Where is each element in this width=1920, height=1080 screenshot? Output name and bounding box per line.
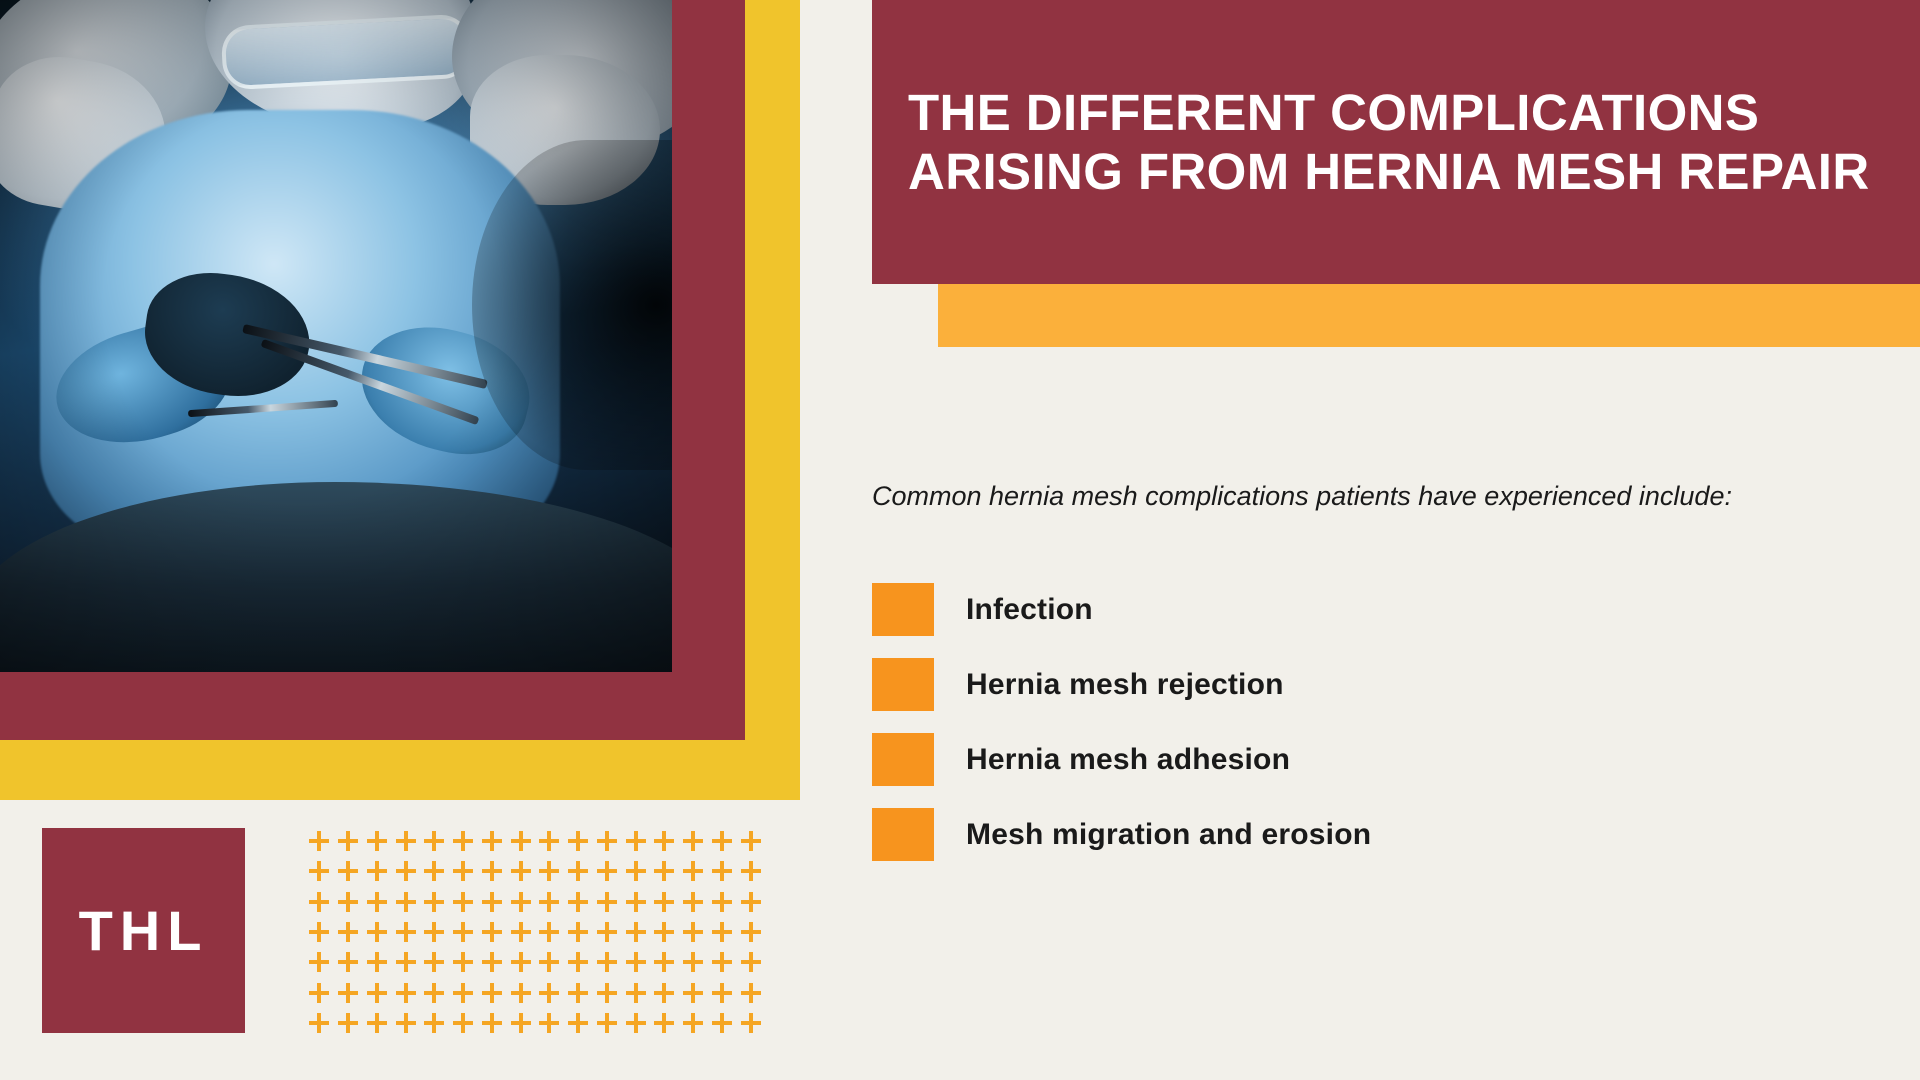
plus-icon (309, 952, 329, 972)
plus-icon (424, 952, 444, 972)
list-item (872, 572, 1752, 647)
plus-icon (511, 952, 531, 972)
plus-icon (396, 983, 416, 1003)
plus-icon (539, 952, 559, 972)
plus-icon (626, 922, 646, 942)
plus-icon (568, 892, 588, 912)
plus-icon (309, 861, 329, 881)
plus-icon (597, 922, 617, 942)
plus-icon (338, 831, 358, 851)
plus-icon (568, 922, 588, 942)
plus-icon (654, 892, 674, 912)
plus-icon (482, 831, 502, 851)
plus-icon (511, 1013, 531, 1033)
plus-icon (453, 922, 473, 942)
plus-icon (424, 861, 444, 881)
list-item-label: Hernia mesh adhesion (966, 742, 1291, 776)
plus-icon (338, 861, 358, 881)
plus-icon (654, 952, 674, 972)
plus-icon (511, 861, 531, 881)
plus-icon (367, 831, 387, 851)
plus-icon (683, 922, 703, 942)
plus-icon (396, 861, 416, 881)
plus-icon (626, 892, 646, 912)
plus-icon (712, 892, 732, 912)
plus-icon (683, 831, 703, 851)
plus-icon (367, 892, 387, 912)
plus-icon (424, 831, 444, 851)
list-item (872, 722, 1752, 797)
plus-icon (654, 983, 674, 1003)
plus-icon (309, 892, 329, 912)
plus-icon (396, 892, 416, 912)
plus-icon (338, 1013, 358, 1033)
plus-icon (626, 861, 646, 881)
plus-icon (712, 922, 732, 942)
plus-icon (683, 861, 703, 881)
plus-icon (338, 952, 358, 972)
surgery-photo-image (0, 0, 672, 672)
plus-icon (511, 922, 531, 942)
plus-icon (741, 1013, 761, 1033)
plus-icon (654, 861, 674, 881)
plus-icon (712, 831, 732, 851)
plus-icon (683, 1013, 703, 1033)
plus-icon (539, 983, 559, 1003)
plus-icon (367, 1013, 387, 1033)
plus-icon (568, 952, 588, 972)
list-item (872, 797, 1752, 872)
plus-icon (539, 922, 559, 942)
plus-icon (453, 861, 473, 881)
plus-icon (367, 861, 387, 881)
plus-icon (597, 983, 617, 1003)
plus-icon (482, 952, 502, 972)
plus-icon (626, 952, 646, 972)
plus-icon (511, 831, 531, 851)
plus-icon (741, 831, 761, 851)
list-item-label: Infection (966, 592, 1093, 626)
plus-icon (482, 922, 502, 942)
plus-icon (453, 983, 473, 1003)
plus-icon (626, 983, 646, 1003)
intro-text: Common hernia mesh complications patients have experienced include: (872, 481, 1732, 511)
plus-icon (424, 1013, 444, 1033)
plus-icon (309, 922, 329, 942)
plus-icon (597, 861, 617, 881)
left-graphic-block (0, 0, 800, 800)
title-banner (872, 0, 1920, 284)
plus-icon (424, 922, 444, 942)
plus-icon (626, 1013, 646, 1033)
plus-icon (453, 831, 473, 851)
plus-icon (597, 952, 617, 972)
surgery-photo (0, 0, 672, 672)
plus-icon (683, 892, 703, 912)
plus-icon (741, 892, 761, 912)
plus-icon (539, 831, 559, 851)
plus-icon (482, 892, 502, 912)
plus-icon (539, 861, 559, 881)
complications-list (872, 572, 1752, 872)
list-item (872, 647, 1752, 722)
plus-icon (741, 952, 761, 972)
plus-icon (597, 892, 617, 912)
list-item-label: Hernia mesh rejection (966, 667, 1284, 701)
plus-icon (396, 1013, 416, 1033)
plus-icon (539, 892, 559, 912)
bullet-square-icon (872, 658, 934, 711)
list-item-label: Mesh migration and erosion (966, 817, 1372, 851)
plus-icon (424, 892, 444, 912)
plus-icon (654, 1013, 674, 1033)
plus-icon (568, 861, 588, 881)
plus-icon (482, 1013, 502, 1033)
plus-icon (482, 983, 502, 1003)
plus-icon (683, 952, 703, 972)
plus-icon (424, 983, 444, 1003)
plus-icon (741, 922, 761, 942)
plus-icon (367, 952, 387, 972)
plus-icon (338, 892, 358, 912)
plus-icon (539, 1013, 559, 1033)
bullet-square-icon (872, 583, 934, 636)
plus-icon (741, 861, 761, 881)
bullet-square-icon (872, 808, 934, 861)
plus-icon (309, 831, 329, 851)
plus-icon (654, 831, 674, 851)
title-accent-bar (938, 284, 1920, 347)
plus-icon (396, 922, 416, 942)
plus-icon (338, 922, 358, 942)
plus-icon (741, 983, 761, 1003)
plus-icon (396, 831, 416, 851)
photo-vignette (0, 0, 672, 672)
thl-logo (42, 828, 245, 1033)
plus-icon (654, 922, 674, 942)
plus-icon (568, 1013, 588, 1033)
plus-icon (626, 831, 646, 851)
plus-icon (568, 983, 588, 1003)
thl-logo-text: THL (78, 898, 209, 962)
page-title: THE DIFFERENT COMPLICATIONS ARISING FROM HERNIA MESH REPAIR (908, 83, 1870, 200)
plus-icon (683, 983, 703, 1003)
plus-icon (367, 983, 387, 1003)
plus-icon (482, 861, 502, 881)
plus-pattern-decoration (305, 826, 765, 1038)
plus-icon (597, 1013, 617, 1033)
plus-icon (453, 892, 473, 912)
plus-icon (396, 952, 416, 972)
plus-icon (597, 831, 617, 851)
plus-icon (568, 831, 588, 851)
plus-icon (712, 952, 732, 972)
plus-icon (367, 922, 387, 942)
plus-icon (712, 983, 732, 1003)
plus-icon (309, 983, 329, 1003)
bullet-square-icon (872, 733, 934, 786)
plus-icon (511, 983, 531, 1003)
plus-icon (712, 1013, 732, 1033)
plus-icon (453, 1013, 473, 1033)
plus-icon (511, 892, 531, 912)
plus-icon (712, 861, 732, 881)
plus-icon (453, 952, 473, 972)
plus-icon (309, 1013, 329, 1033)
plus-icon (338, 983, 358, 1003)
